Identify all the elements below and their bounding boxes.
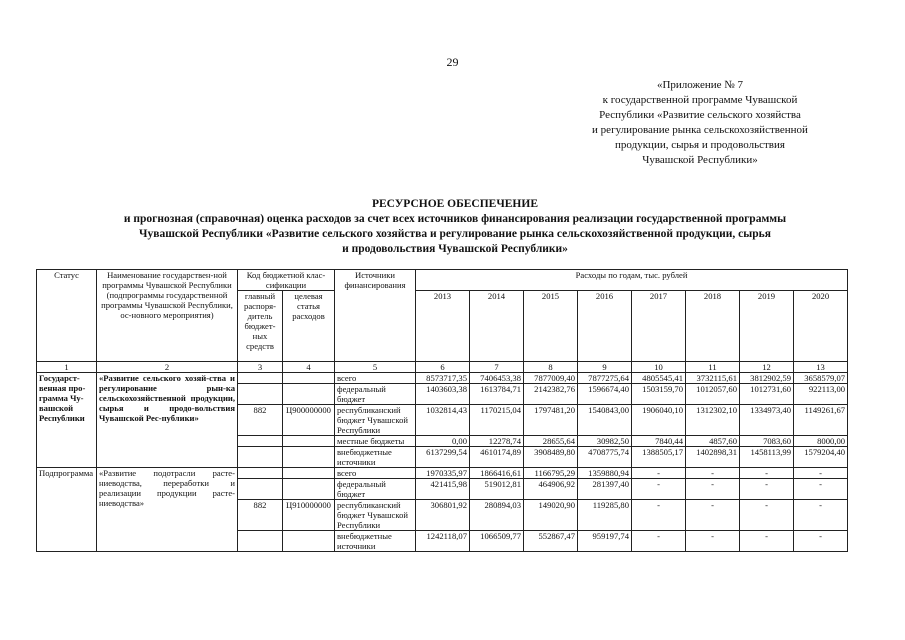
header-status: Статус xyxy=(37,270,97,362)
value-cell: 1149261,67 xyxy=(794,405,848,436)
title-line: и продовольствия Чувашской Республики» xyxy=(342,243,568,255)
value-cell: 1012057,60 xyxy=(686,384,740,405)
appendix-line: Чувашской Республики» xyxy=(642,154,758,166)
source-cell: местные бюджеты xyxy=(335,436,416,447)
col-number: 8 xyxy=(524,362,578,373)
document-title xyxy=(60,197,850,257)
subprogram-name-cell: «Развитие подотрасли расте-ниеводства, переработки и реализации продукции расте-ниеводства» xyxy=(97,468,238,552)
source-cell: внебюджетные источники xyxy=(335,531,416,552)
value-cell: - xyxy=(632,468,686,479)
header-sources: Источники финансирования xyxy=(335,270,416,362)
value-cell: 1866416,61 xyxy=(470,468,524,479)
value-cell: 519012,81 xyxy=(470,479,524,500)
value-cell: 1458113,99 xyxy=(740,447,794,468)
appendix-line: «Приложение № 7 xyxy=(656,79,744,91)
value-cell: 119285,80 xyxy=(578,500,632,531)
source-cell: республиканский бюджет Чувашской Республики xyxy=(335,405,416,436)
appendix-line: и регулирование рынка сельскохозяйственной xyxy=(592,124,808,136)
value-cell: 1388505,17 xyxy=(632,447,686,468)
value-cell: 4857,60 xyxy=(686,436,740,447)
source-cell: федеральный бюджет xyxy=(335,384,416,405)
value-cell: 3812902,59 xyxy=(740,373,794,384)
empty-cell xyxy=(283,447,335,468)
appendix-line: продукции, сырья и продовольствия xyxy=(615,139,785,151)
col-number: 1 xyxy=(37,362,97,373)
value-cell: - xyxy=(794,479,848,500)
title-line: Чувашской Республики «Развитие сельского хозяйства и регулирование рынка сельскохозяйственной продукции, сырья xyxy=(139,228,771,240)
header-target-item: целевая статья расходов xyxy=(283,291,335,362)
header-name: Наименование государствен-ной программы Чувашской Республики (подпрограммы государственной программы Чувашской Республики, ос-новного мероприятия) xyxy=(97,270,238,362)
value-cell: 280894,03 xyxy=(470,500,524,531)
appendix-line: к государственной программе Чувашской xyxy=(602,94,798,106)
col-number: 13 xyxy=(794,362,848,373)
empty-cell xyxy=(238,479,283,500)
value-cell: 1906040,10 xyxy=(632,405,686,436)
value-cell: 1540843,00 xyxy=(578,405,632,436)
value-cell: 8573717,35 xyxy=(416,373,470,384)
header-year: 2015 xyxy=(524,291,578,362)
source-cell: всего xyxy=(335,468,416,479)
col-number: 9 xyxy=(578,362,632,373)
empty-cell xyxy=(238,468,283,479)
value-cell: 1032814,43 xyxy=(416,405,470,436)
value-cell: - xyxy=(740,500,794,531)
empty-cell xyxy=(283,531,335,552)
value-cell: 4805545,41 xyxy=(632,373,686,384)
value-cell: 1797481,20 xyxy=(524,405,578,436)
header-year: 2016 xyxy=(578,291,632,362)
header-code: Код бюджетной клас-сификации xyxy=(238,270,335,291)
value-cell: - xyxy=(686,531,740,552)
empty-cell xyxy=(238,436,283,447)
source-cell: всего xyxy=(335,373,416,384)
value-cell: 1613784,71 xyxy=(470,384,524,405)
target-item-cell: Ц900000000 xyxy=(283,405,335,436)
value-cell: 7877275,64 xyxy=(578,373,632,384)
value-cell: - xyxy=(794,531,848,552)
empty-cell xyxy=(283,468,335,479)
value-cell: 1012731,60 xyxy=(740,384,794,405)
value-cell: - xyxy=(794,468,848,479)
value-cell: 1970335,97 xyxy=(416,468,470,479)
value-cell: 1503159,70 xyxy=(632,384,686,405)
value-cell: 149020,90 xyxy=(524,500,578,531)
value-cell: 12278,74 xyxy=(470,436,524,447)
value-cell: 552867,47 xyxy=(524,531,578,552)
status-cell: Подпрограмма xyxy=(37,468,97,552)
value-cell: 28655,64 xyxy=(524,436,578,447)
value-cell: - xyxy=(686,479,740,500)
program-name-cell: «Развитие сельского хозяй-ства и регулирование рын-ка сельскохозяйственной продукции, сырья и продо-вольствия Чувашской Рес-публики» xyxy=(97,373,238,468)
empty-cell xyxy=(283,384,335,405)
value-cell: 464906,92 xyxy=(524,479,578,500)
empty-cell xyxy=(283,479,335,500)
value-cell: 8000,00 xyxy=(794,436,848,447)
value-cell: - xyxy=(632,479,686,500)
value-cell: 281397,40 xyxy=(578,479,632,500)
value-cell: 3732115,61 xyxy=(686,373,740,384)
empty-cell xyxy=(238,531,283,552)
value-cell: 306801,92 xyxy=(416,500,470,531)
col-number: 6 xyxy=(416,362,470,373)
value-cell: 1596674,40 xyxy=(578,384,632,405)
value-cell: 959197,74 xyxy=(578,531,632,552)
value-cell: 1242118,07 xyxy=(416,531,470,552)
header-main-manager: главный распоря-дитель бюджет-ных средств xyxy=(238,291,283,362)
col-number: 3 xyxy=(238,362,283,373)
value-cell: 3908489,80 xyxy=(524,447,578,468)
table-row xyxy=(37,468,848,479)
header-year: 2013 xyxy=(416,291,470,362)
appendix-note xyxy=(560,78,840,168)
value-cell: - xyxy=(740,531,794,552)
value-cell: 2142382,76 xyxy=(524,384,578,405)
value-cell: 922113,00 xyxy=(794,384,848,405)
col-number: 7 xyxy=(470,362,524,373)
value-cell: 7840,44 xyxy=(632,436,686,447)
appendix-line: Республики «Развитие сельского хозяйства xyxy=(599,109,801,121)
title-line: РЕСУРСНОЕ ОБЕСПЕЧЕНИЕ xyxy=(371,198,538,210)
status-cell: Государст-венная про-грамма Чу-вашской Республики xyxy=(37,373,97,468)
col-number: 4 xyxy=(283,362,335,373)
empty-cell xyxy=(238,447,283,468)
value-cell: 4610174,89 xyxy=(470,447,524,468)
value-cell: 30982,50 xyxy=(578,436,632,447)
target-item-cell: Ц910000000 xyxy=(283,500,335,531)
value-cell: 4708775,74 xyxy=(578,447,632,468)
col-number: 12 xyxy=(740,362,794,373)
source-cell: внебюджетные источники xyxy=(335,447,416,468)
value-cell: 1170215,04 xyxy=(470,405,524,436)
value-cell: 3658579,07 xyxy=(794,373,848,384)
value-cell: 7406453,38 xyxy=(470,373,524,384)
empty-cell xyxy=(238,373,283,384)
empty-cell xyxy=(283,373,335,384)
title-line: и прогнозная (справочная) оценка расходов за счет всех источников финансирования реализации государственной программы xyxy=(123,213,787,225)
column-number-row xyxy=(37,362,848,373)
value-cell: - xyxy=(686,500,740,531)
page-number: 29 xyxy=(446,55,459,69)
col-number: 5 xyxy=(335,362,416,373)
empty-cell xyxy=(283,436,335,447)
value-cell: 6137299,54 xyxy=(416,447,470,468)
main-manager-cell: 882 xyxy=(238,500,283,531)
value-cell: - xyxy=(794,500,848,531)
value-cell: 1066509,77 xyxy=(470,531,524,552)
value-cell: 1402898,31 xyxy=(686,447,740,468)
value-cell: 7083,60 xyxy=(740,436,794,447)
value-cell: 421415,98 xyxy=(416,479,470,500)
header-year: 2020 xyxy=(794,291,848,362)
header-year: 2014 xyxy=(470,291,524,362)
source-cell: федеральный бюджет xyxy=(335,479,416,500)
value-cell: - xyxy=(632,500,686,531)
value-cell: 1166795,29 xyxy=(524,468,578,479)
source-cell: республиканский бюджет Чувашской Республики xyxy=(335,500,416,531)
value-cell: - xyxy=(740,468,794,479)
main-manager-cell: 882 xyxy=(238,405,283,436)
value-cell: 1312302,10 xyxy=(686,405,740,436)
table-row xyxy=(37,373,848,384)
header-year: 2018 xyxy=(686,291,740,362)
header-expenses: Расходы по годам, тыс. рублей xyxy=(416,270,848,291)
value-cell: 7877009,40 xyxy=(524,373,578,384)
header-year: 2017 xyxy=(632,291,686,362)
empty-cell xyxy=(238,384,283,405)
value-cell: 1403603,38 xyxy=(416,384,470,405)
value-cell: - xyxy=(686,468,740,479)
col-number: 2 xyxy=(97,362,238,373)
value-cell: - xyxy=(740,479,794,500)
resource-table xyxy=(36,269,848,552)
col-number: 11 xyxy=(686,362,740,373)
header-year: 2019 xyxy=(740,291,794,362)
value-cell: 1359880,94 xyxy=(578,468,632,479)
col-number: 10 xyxy=(632,362,686,373)
value-cell: 1579204,40 xyxy=(794,447,848,468)
value-cell: 0,00 xyxy=(416,436,470,447)
value-cell: 1334973,40 xyxy=(740,405,794,436)
value-cell: - xyxy=(632,531,686,552)
